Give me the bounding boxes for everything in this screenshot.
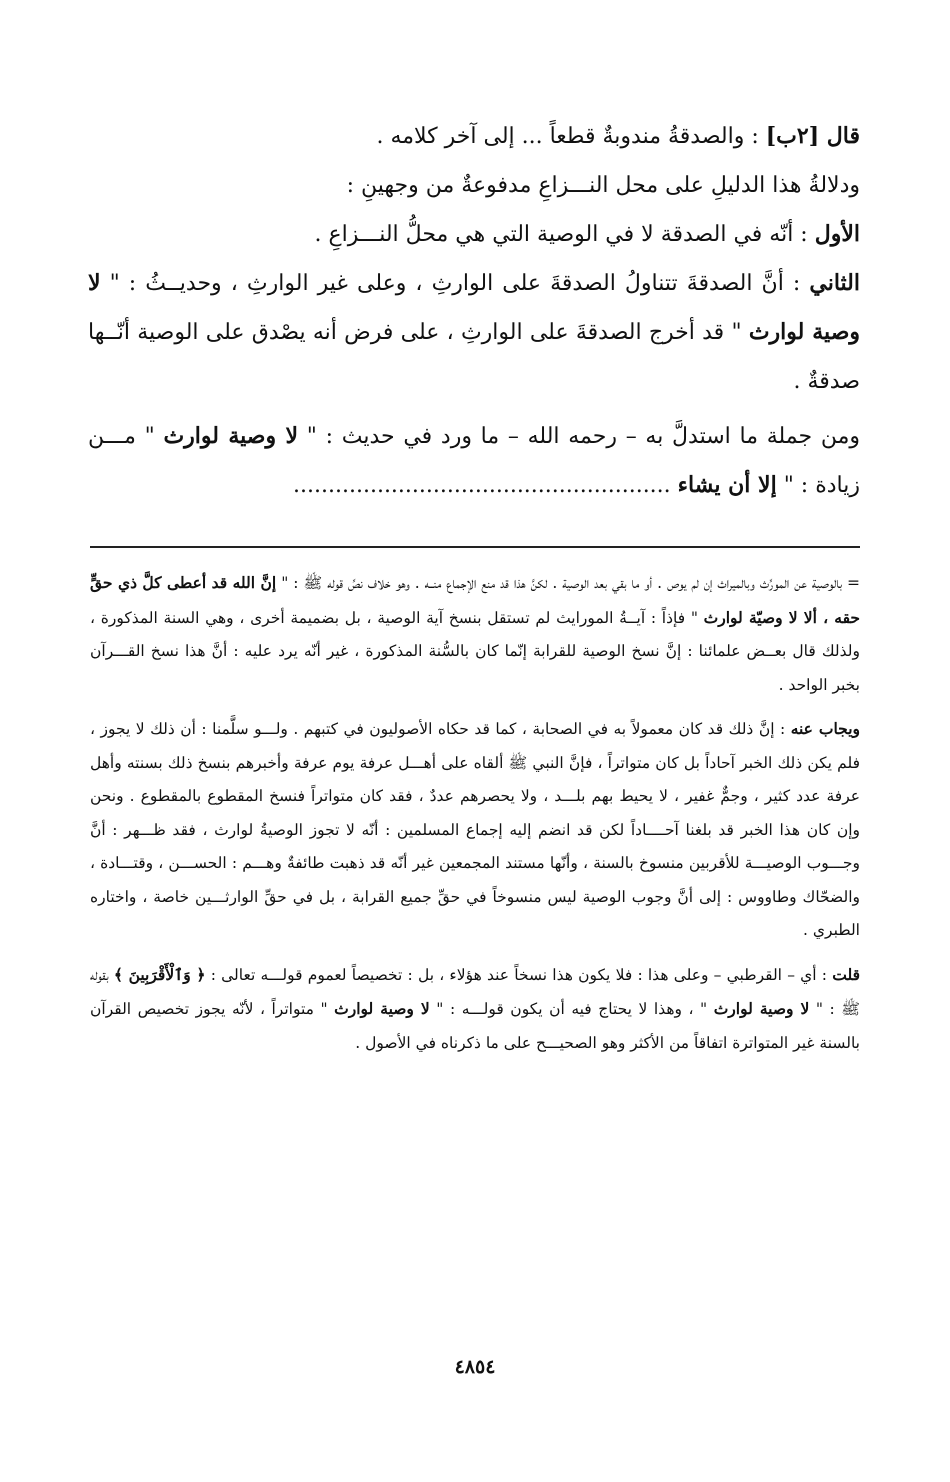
footnote-paragraph-2	[90, 712, 860, 948]
quran-quote: ﴿ وَٱلْأَقْرَبِينَ ﴾	[113, 964, 206, 984]
footnote-text: " فإذاً : آيــةُ المورايث لم تستقل بنسخ آية الوصية ، بل بضميمة أخرى ، وهي السنة المذكورة ، ولذلك قال بعــض علمائنا : إنَّ نسخ الوصية للقرابة إنّما كان بالسُّنة المذكورة ، غير أنّه يرد عليه : أنَّ هذا نسخ القـــرآن بخبر الواحد .	[90, 608, 860, 694]
footnote-text: = بالوصية عن المورِّث وبالميراث إن لم يوص . أو ما بقي بعد الوصية . لكنَّ هذا قد منع الإجماع منــه . وهو خلاف نصِّ قوله ﷺ : "	[276, 574, 860, 592]
paragraph-text: : أنَّ الصدقةَ تتناولُ الصدقةَ على الوارثِ ، وعلى غير الوارثِ ، وحديــثُ : "	[100, 271, 810, 296]
page-number: ٤٨٥٤	[454, 1356, 496, 1378]
paragraph-text: " مـــن زيادة : "	[88, 424, 860, 498]
paragraph-text: : أنّه في الصدقة لا في الوصية التي هي محلُّ النـــزاعِ .	[314, 222, 815, 247]
footnote-text: : إنَّ ذلك قد كان معمولاً به في الصحابة ، كما قد حكاه الأصوليون في كتبهم . ولـــو سلَّمنا : أن ذلك لا يجوز ، فلم يكن ذلك الخبر آحاداً بل كان متواتراً ، فإنَّ النبي ﷺ ألقاه على أهـــل عرفة يوم عرفة وأخبرهم بنسخ ذلك بسنته وأهل عرفة عدد كثير ، وجمٌّ غفير ، لا يحيط بهم بلـــد ، ولا يحصرهم عددٌ ، فقد كان متواتراً فنسخ المقطوع بالمقطوع . ونحن وإن كان هذا الخبر قد بلغنا آحــــاداً لكن قد انضم إليه إجماع المسلمين : أنّه لا تجوز الوصيةُ لوارث ، فقد ظـــهر : أنَّ وجـــوب الوصيـــة للأقربين منسوخ بالسنة ، وأنّها مستند المجمعين غير أنّه قد ذهبت طائفةٌ وهـــم : الحســـن ، وقتـــادة ، والضحّاك وطاووس : إلى أنَّ وجوب الوصية ليس منسوخاً في حقِّ جميع القرابة ، بل في حقِّ الوارثـــين خاصة ، واختاره الطبري .	[90, 720, 860, 939]
footnote-paragraph-3	[90, 958, 860, 1061]
footnote-text: : أي – القرطبي – وعلى هذا : فلا يكون هذا نسخاً عند هؤلاء ، بل : تخصيصاً لعموم قولـــه تعالى :	[205, 965, 833, 984]
paragraph-dalala	[88, 161, 860, 210]
hadith-quote: لا وصية لوارث	[713, 999, 810, 1018]
paragraph-qala	[88, 112, 860, 161]
paragraph-text: " قد أخرج الصدقةَ على الوارثِ ، على فرض أنه يصْدق على الوصية أنّــها صدقةٌ .	[88, 320, 860, 394]
paragraph-text: ومن جملة ما استدلَّ به – رحمه الله – ما ورد في حديث : "	[298, 424, 860, 449]
footnote-text: " متواتراً ، لأنّه يجوز تخصيص القرآن بالسنة غير المتواترة اتفاقاً من الأكثر وهو الصحيـــح على ما ذكرناه في الأصول .	[90, 1000, 860, 1052]
footnote	[90, 566, 860, 1060]
paragraph-text: : والصدقةُ مندوبةٌ قطعاً ... إلى آخر كلامه .	[376, 124, 766, 149]
footnote-text: " ، وهذا لا يحتاج فيه أن يكون قولـــه : "	[429, 1000, 714, 1018]
hadith-quote: لا وصية لوارث	[88, 270, 860, 345]
main-text	[88, 112, 860, 510]
hadith-addition: إلا أن يشاء	[677, 472, 777, 498]
paragraph-thani	[88, 259, 860, 406]
hadith-quote: لا وصية لوارث	[163, 423, 299, 449]
footnote-text: بقوله ﷺ : "	[90, 965, 860, 1018]
paragraph-awwal	[88, 210, 860, 259]
ellipsis-dots: ......................................................	[293, 473, 678, 498]
paragraph-label: الأول	[814, 221, 860, 247]
paragraph-text: ودلالةُ هذا الدليلِ على محل النـــزاعِ مدفوعةٌ من وجهينِ :	[346, 173, 860, 198]
hadith-quote: إنَّ الله قد أعطى كلَّ ذي حقٍّ حقه ، ألا لا وصيّة لوارث	[90, 573, 860, 627]
footnote-label: ويجاب عنه	[790, 719, 860, 738]
footnote-separator	[90, 546, 860, 548]
footnote-label: قلت	[832, 964, 860, 984]
paragraph-label: الثاني	[809, 270, 860, 296]
hadith-quote: لا وصية لوارث	[334, 999, 430, 1018]
footnote-paragraph-1	[90, 566, 860, 702]
paragraph-label: قال [٢ب]	[765, 123, 860, 149]
paragraph-istadalla	[88, 412, 860, 510]
